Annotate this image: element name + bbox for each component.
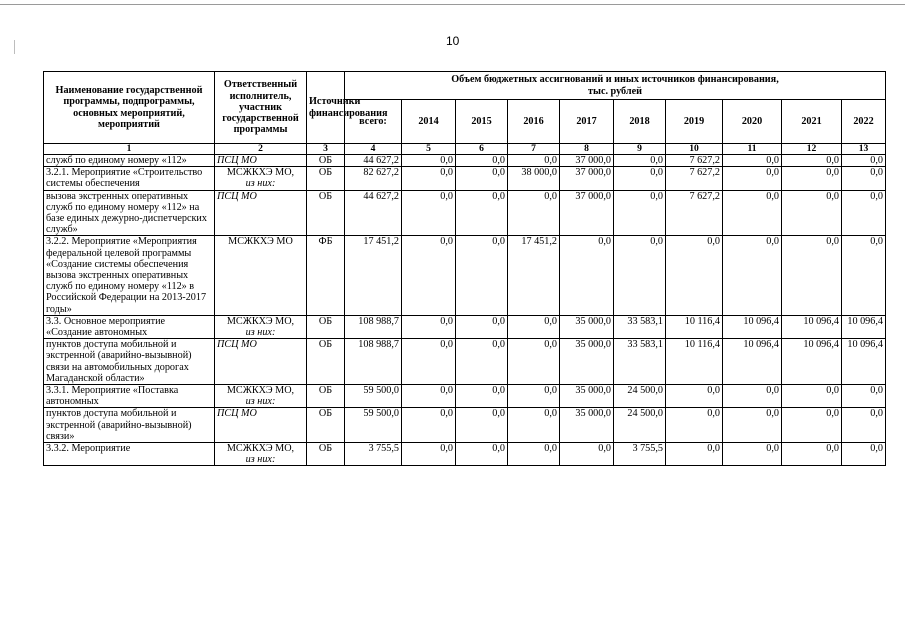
column-number: 11 bbox=[723, 144, 782, 155]
header-name: Наименование государственной программы, подпрограммы, основных мероприятий, мероприятий bbox=[44, 72, 215, 144]
row-year-value: 35 000,0 bbox=[560, 385, 614, 408]
row-year-value: 10 096,4 bbox=[842, 315, 886, 338]
table-row bbox=[44, 443, 886, 466]
header-year: 2016 bbox=[508, 100, 560, 144]
row-year-value: 0,0 bbox=[508, 155, 560, 167]
column-number: 5 bbox=[402, 144, 456, 155]
row-year-value: 0,0 bbox=[842, 385, 886, 408]
budget-table bbox=[43, 71, 886, 466]
column-number: 7 bbox=[508, 144, 560, 155]
row-year-value: 10 096,4 bbox=[723, 339, 782, 385]
row-year-value: 10 096,4 bbox=[842, 339, 886, 385]
row-year-value: 0,0 bbox=[842, 167, 886, 190]
row-year-value: 0,0 bbox=[456, 339, 508, 385]
row-source: ОБ bbox=[307, 339, 345, 385]
header-executor: Ответственный исполнитель, участник государственной программы bbox=[215, 72, 307, 144]
column-number: 3 bbox=[307, 144, 345, 155]
row-year-value: 0,0 bbox=[723, 236, 782, 315]
row-year-value: 3 755,5 bbox=[614, 443, 666, 466]
row-year-value: 35 000,0 bbox=[560, 339, 614, 385]
top-rule bbox=[0, 4, 905, 5]
row-year-value: 0,0 bbox=[723, 443, 782, 466]
row-executor: ПСЦ МО bbox=[215, 155, 307, 167]
executor-label: МСЖКХЭ МО, bbox=[226, 443, 295, 455]
row-year-value: 0,0 bbox=[402, 408, 456, 443]
row-year-value: 0,0 bbox=[842, 236, 886, 315]
row-year-value: 0,0 bbox=[402, 315, 456, 338]
row-year-value: 0,0 bbox=[508, 443, 560, 466]
executor-label: МСЖКХЭ МО, bbox=[226, 385, 295, 397]
column-number: 4 bbox=[345, 144, 402, 155]
row-executor: ПСЦ МО bbox=[215, 339, 307, 385]
row-year-value: 0,0 bbox=[456, 315, 508, 338]
row-year-value: 10 116,4 bbox=[666, 315, 723, 338]
row-year-value: 0,0 bbox=[456, 408, 508, 443]
row-total: 59 500,0 bbox=[345, 385, 402, 408]
row-name: 3.2.2. Мероприятие «Мероприятия федеральной целевой программы «Создание системы обеспечения вызова экстренных оперативных служб по единому номеру «112» в Российской Федерации на 2013-2017 годы» bbox=[44, 236, 215, 315]
row-year-value: 0,0 bbox=[456, 385, 508, 408]
row-year-value: 0,0 bbox=[723, 155, 782, 167]
row-year-value: 0,0 bbox=[614, 155, 666, 167]
row-year-value: 0,0 bbox=[560, 443, 614, 466]
row-source: ОБ bbox=[307, 408, 345, 443]
row-source: ОБ bbox=[307, 385, 345, 408]
row-year-value: 0,0 bbox=[782, 443, 842, 466]
executor-sublabel: из них: bbox=[245, 396, 276, 408]
row-name: пунктов доступа мобильной и экстренной (аварийно-вызывной) связи» bbox=[44, 408, 215, 443]
row-year-value: 0,0 bbox=[782, 155, 842, 167]
row-name: 3.3.1. Мероприятие «Поставка автономных bbox=[44, 385, 215, 408]
row-year-value: 7 627,2 bbox=[666, 155, 723, 167]
row-source: ОБ bbox=[307, 167, 345, 190]
table-body bbox=[44, 155, 886, 466]
column-number: 8 bbox=[560, 144, 614, 155]
row-executor bbox=[215, 385, 307, 408]
table-row bbox=[44, 190, 886, 236]
column-number: 13 bbox=[842, 144, 886, 155]
executor-label: МСЖКХЭ МО, bbox=[226, 315, 295, 327]
table-row bbox=[44, 385, 886, 408]
row-year-value: 0,0 bbox=[842, 408, 886, 443]
row-name: пунктов доступа мобильной и экстренной (аварийно-вызывной) связи на автомобильных дорогах Магаданской области» bbox=[44, 339, 215, 385]
column-number: 12 bbox=[782, 144, 842, 155]
row-executor: МСЖКХЭ МО bbox=[215, 236, 307, 315]
row-year-value: 0,0 bbox=[456, 190, 508, 236]
header-year: 2017 bbox=[560, 100, 614, 144]
row-year-value: 38 000,0 bbox=[508, 167, 560, 190]
row-total: 108 988,7 bbox=[345, 339, 402, 385]
page-number: 10 bbox=[446, 34, 460, 48]
header-year: 2015 bbox=[456, 100, 508, 144]
row-year-value: 0,0 bbox=[666, 408, 723, 443]
row-year-value: 24 500,0 bbox=[614, 385, 666, 408]
row-source: ОБ bbox=[307, 155, 345, 167]
row-year-value: 0,0 bbox=[508, 339, 560, 385]
column-number: 6 bbox=[456, 144, 508, 155]
row-year-value: 0,0 bbox=[842, 443, 886, 466]
table-row bbox=[44, 236, 886, 315]
row-year-value: 0,0 bbox=[723, 167, 782, 190]
column-number: 9 bbox=[614, 144, 666, 155]
row-year-value: 0,0 bbox=[782, 190, 842, 236]
header-budget bbox=[345, 72, 886, 100]
row-executor: ПСЦ МО bbox=[215, 408, 307, 443]
row-name: 3.3. Основное мероприятие «Создание автономных bbox=[44, 315, 215, 338]
row-year-value: 0,0 bbox=[456, 236, 508, 315]
row-year-value: 37 000,0 bbox=[560, 155, 614, 167]
row-year-value: 0,0 bbox=[508, 385, 560, 408]
executor-sublabel: из них: bbox=[245, 454, 276, 466]
row-year-value: 0,0 bbox=[508, 408, 560, 443]
row-year-value: 10 096,4 bbox=[723, 315, 782, 338]
executor-sublabel: из них: bbox=[245, 327, 276, 339]
row-year-value: 0,0 bbox=[723, 385, 782, 408]
header-source: Источники финансирования bbox=[307, 72, 345, 144]
row-executor bbox=[215, 167, 307, 190]
row-year-value: 0,0 bbox=[402, 385, 456, 408]
row-year-value: 7 627,2 bbox=[666, 190, 723, 236]
row-year-value: 0,0 bbox=[456, 167, 508, 190]
table-row bbox=[44, 339, 886, 385]
row-year-value: 0,0 bbox=[782, 385, 842, 408]
row-year-value: 0,0 bbox=[723, 408, 782, 443]
row-year-value: 0,0 bbox=[402, 167, 456, 190]
row-year-value: 0,0 bbox=[842, 190, 886, 236]
row-year-value: 0,0 bbox=[508, 315, 560, 338]
row-total: 17 451,2 bbox=[345, 236, 402, 315]
row-year-value: 35 000,0 bbox=[560, 408, 614, 443]
row-source: ОБ bbox=[307, 443, 345, 466]
row-year-value: 0,0 bbox=[456, 443, 508, 466]
row-name: вызова экстренных оперативных служб по единому номеру «112» на базе единых дежурно-диспетчерских служб» bbox=[44, 190, 215, 236]
header-year: 2018 bbox=[614, 100, 666, 144]
table-row bbox=[44, 167, 886, 190]
table-row bbox=[44, 315, 886, 338]
row-year-value: 35 000,0 bbox=[560, 315, 614, 338]
row-year-value: 0,0 bbox=[614, 236, 666, 315]
row-year-value: 0,0 bbox=[614, 167, 666, 190]
row-year-value: 0,0 bbox=[508, 190, 560, 236]
row-year-value: 10 096,4 bbox=[782, 315, 842, 338]
row-year-value: 0,0 bbox=[402, 443, 456, 466]
header-budget-title: Объем бюджетных ассигнований и иных источников финансирования, bbox=[451, 74, 779, 86]
row-source: ОБ bbox=[307, 315, 345, 338]
row-total: 3 755,5 bbox=[345, 443, 402, 466]
row-source: ОБ bbox=[307, 190, 345, 236]
row-year-value: 0,0 bbox=[666, 236, 723, 315]
header-total: всего: bbox=[345, 100, 402, 144]
row-year-value: 0,0 bbox=[402, 155, 456, 167]
column-number-row bbox=[44, 144, 886, 155]
row-year-value: 0,0 bbox=[666, 385, 723, 408]
row-year-value: 0,0 bbox=[782, 167, 842, 190]
row-name: служб по единому номеру «112» bbox=[44, 155, 215, 167]
row-year-value: 0,0 bbox=[560, 236, 614, 315]
header-year: 2014 bbox=[402, 100, 456, 144]
row-executor bbox=[215, 315, 307, 338]
executor-sublabel: из них: bbox=[245, 178, 276, 190]
row-year-value: 0,0 bbox=[614, 190, 666, 236]
table-row bbox=[44, 155, 886, 167]
row-name: 3.2.1. Мероприятие «Строительство системы обеспечения bbox=[44, 167, 215, 190]
row-year-value: 37 000,0 bbox=[560, 167, 614, 190]
row-year-value: 24 500,0 bbox=[614, 408, 666, 443]
row-year-value: 0,0 bbox=[723, 190, 782, 236]
table-row bbox=[44, 408, 886, 443]
header-budget-unit: тыс. рублей bbox=[587, 85, 642, 97]
row-year-value: 0,0 bbox=[782, 408, 842, 443]
row-total: 59 500,0 bbox=[345, 408, 402, 443]
row-total: 44 627,2 bbox=[345, 190, 402, 236]
header-year: 2021 bbox=[782, 100, 842, 144]
row-year-value: 7 627,2 bbox=[666, 167, 723, 190]
row-year-value: 33 583,1 bbox=[614, 315, 666, 338]
row-year-value: 0,0 bbox=[456, 155, 508, 167]
row-executor bbox=[215, 443, 307, 466]
row-year-value: 10 116,4 bbox=[666, 339, 723, 385]
row-name: 3.3.2. Мероприятие bbox=[44, 443, 215, 466]
column-number: 2 bbox=[215, 144, 307, 155]
row-total: 108 988,7 bbox=[345, 315, 402, 338]
row-year-value: 10 096,4 bbox=[782, 339, 842, 385]
row-year-value: 0,0 bbox=[402, 190, 456, 236]
column-number: 10 bbox=[666, 144, 723, 155]
column-number: 1 bbox=[44, 144, 215, 155]
row-total: 44 627,2 bbox=[345, 155, 402, 167]
row-year-value: 33 583,1 bbox=[614, 339, 666, 385]
header-year: 2022 bbox=[842, 100, 886, 144]
row-year-value: 0,0 bbox=[666, 443, 723, 466]
row-year-value: 0,0 bbox=[402, 339, 456, 385]
header-year: 2020 bbox=[723, 100, 782, 144]
row-source: ФБ bbox=[307, 236, 345, 315]
row-year-value: 37 000,0 bbox=[560, 190, 614, 236]
header-year: 2019 bbox=[666, 100, 723, 144]
executor-label: МСЖКХЭ МО, bbox=[226, 167, 295, 179]
row-executor: ПСЦ МО bbox=[215, 190, 307, 236]
row-year-value: 0,0 bbox=[402, 236, 456, 315]
binding-mark bbox=[14, 40, 15, 54]
row-total: 82 627,2 bbox=[345, 167, 402, 190]
row-year-value: 17 451,2 bbox=[508, 236, 560, 315]
row-year-value: 0,0 bbox=[782, 236, 842, 315]
row-year-value: 0,0 bbox=[842, 155, 886, 167]
